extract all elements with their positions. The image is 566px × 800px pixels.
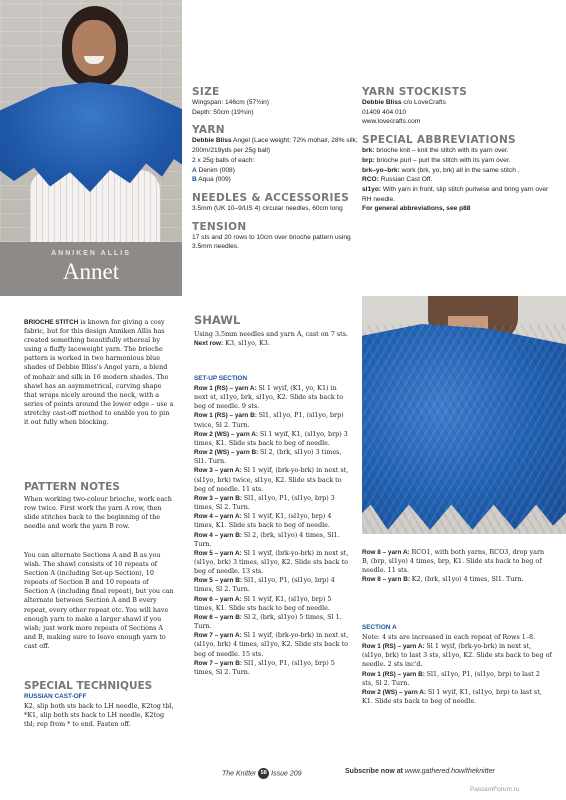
subscribe-url[interactable]: www.gathered.how/theknitter bbox=[404, 768, 495, 775]
shawl-intro bbox=[194, 330, 349, 348]
instruction-row bbox=[194, 466, 349, 493]
instruction-row bbox=[194, 411, 349, 429]
stockists-text bbox=[362, 98, 552, 127]
intro-lead: BRIOCHE STITCH bbox=[24, 319, 79, 326]
wingspan-value: 146cm (57½in) bbox=[225, 99, 269, 106]
abbrev-sl1yo-def: With yarn in front, slip stitch purlwise and bring yarn over RH needle. bbox=[362, 185, 549, 203]
instruction-row bbox=[194, 512, 349, 530]
magazine-name: The Knitter bbox=[222, 770, 257, 778]
tension-text: 17 sts and 20 rows to 10cm over brioche pattern using 3.5mm needles. bbox=[192, 233, 351, 251]
row-text: Sl 1 wyif, K1, (sl1yo, brp) 3 times, K1. Slide sts back to beg of needle. bbox=[194, 429, 348, 447]
subscribe-line bbox=[345, 768, 495, 775]
row-label: Row 2 (WS) – yarn A: bbox=[362, 688, 428, 696]
size-heading: SIZE bbox=[192, 86, 220, 98]
setup-section-heading: SET-UP SECTION bbox=[194, 375, 248, 382]
abbrev-heading: SPECIAL ABBREVIATIONS bbox=[362, 134, 516, 147]
abbrev-brkyo-def: work (brk, yo, brk) all in the same stitch . bbox=[401, 166, 520, 174]
subscribe-label: Subscribe now at bbox=[345, 768, 403, 775]
knit-texture bbox=[362, 324, 566, 534]
yarn-b-name: Aqua (009) bbox=[198, 176, 231, 184]
row-label: Row 5 – yarn A: bbox=[194, 549, 244, 557]
abbrev-brk: brk: bbox=[362, 147, 375, 155]
setup-rows bbox=[194, 384, 349, 677]
instruction-row bbox=[194, 549, 349, 576]
instruction-row bbox=[194, 613, 349, 631]
instruction-row bbox=[194, 576, 349, 594]
abbrev-brk-def: brioche knit – knit the stitch with its yarn over. bbox=[376, 147, 509, 155]
abbrev-rco-def: Russian Cast Off. bbox=[380, 176, 433, 184]
instruction-row bbox=[194, 448, 349, 466]
instruction-row bbox=[194, 430, 349, 448]
row-text: Sl 1 wyif, (brk-yo-brk) in next st, (sl1yo, brk) 4 times, sl1yo, K2. Slide sts back to beg of needle. 15 sts. bbox=[194, 631, 349, 658]
pattern-notes-heading: PATTERN NOTES bbox=[24, 481, 120, 493]
row-label: Row 8 – yarn A: bbox=[362, 549, 412, 556]
designer-name: ANNIKEN ALLIS bbox=[51, 250, 131, 257]
russian-castoff-heading: RUSSIAN CAST-OFF bbox=[24, 693, 87, 700]
instruction-row bbox=[362, 575, 552, 584]
row-label: Row 1 (RS) – yarn B: bbox=[362, 670, 427, 678]
page-number: 58 bbox=[258, 768, 269, 779]
yarn-text bbox=[192, 136, 360, 185]
row-text: Sl 2, (brk, sl1yo) 4 times, Sl1. Turn. bbox=[194, 530, 340, 548]
pattern-notes-p2: You can alternate Sections A and B as you wish. The shawl consists of 10 repeats of Section A (including Set-up Section), 10 repeats of Section B and 10 repeats of Section A (including final repeat), but you can alternate between Section A and B every repeat, every other repeat etc. You will have enough yarn to make a larger shawl if you wish; just work more repeats of Sections A and B, making sure to leave enough yarn to cast off. bbox=[24, 551, 174, 650]
row-text: K2, (brk, sl1yo) 4 times, Sl1. Turn. bbox=[411, 575, 524, 584]
abbrev-sl1yo: sl1yo: bbox=[362, 185, 382, 193]
pattern-notes-p1: When working two-colour brioche, work each row twice. First work the yarn A row, then slide stitches back to the beginning of the needle and work the yarn B row. bbox=[24, 495, 172, 531]
instruction-row bbox=[194, 595, 349, 613]
row-text: Sl1, sl1yo, P1, (sl1yo, brp) to last 2 sts, Sl 2. Turn. bbox=[362, 669, 540, 687]
row-label: Row 6 – yarn B: bbox=[194, 613, 244, 621]
row-text: RCO1, with both yarns, RCO3, drop yarn B, (brp, sl1yo) 4 times, brp, K1. Slide sts back to beg of needle. 11 sts. bbox=[362, 548, 545, 575]
section-a-heading: SECTION A bbox=[362, 624, 397, 631]
row-8-instructions bbox=[362, 548, 552, 585]
stockists-heading: YARN STOCKISTS bbox=[362, 86, 468, 98]
row-label: Row 1 (RS) – yarn B: bbox=[194, 412, 259, 420]
tension-heading: TENSION bbox=[192, 220, 247, 233]
row-text: Sl 2, (brk, sl1yo) 3 times, Sl1. Turn. bbox=[194, 448, 342, 466]
issue-number: Issue 209 bbox=[271, 770, 302, 778]
section-a-rows bbox=[362, 633, 552, 706]
row-label: Row 5 – yarn B: bbox=[194, 577, 244, 585]
row-label: Row 4 – yarn B: bbox=[194, 531, 244, 539]
russian-castoff-text: K2, slip both sts back to LH needle, K2tog tbl, *K1, slip both sts back to LH needle, K2tog tbl; rep from * to end. Fasten off. bbox=[24, 702, 174, 729]
row-text: Sl 2, (brk, sl1yo) 5 times, Sl 1. Turn. bbox=[194, 612, 342, 631]
depth-label: Depth: bbox=[192, 108, 212, 116]
row-label: Row 7 – yarn B: bbox=[194, 659, 244, 667]
next-row-label: Next row: bbox=[194, 340, 224, 348]
row-text: Sl1, sl1yo, P1, (sl1yo, brp) 3 times, Sl 2. Turn. bbox=[194, 493, 335, 512]
row-label: Row 8 – yarn B: bbox=[362, 576, 412, 584]
yarn-a-name: Denim (008) bbox=[198, 166, 235, 174]
magazine-credit bbox=[222, 768, 302, 779]
special-techniques-heading: SPECIAL TECHNIQUES bbox=[24, 680, 153, 692]
wingspan-label: Wingspan: bbox=[192, 99, 224, 106]
row-label: Row 2 (WS) – yarn A: bbox=[194, 430, 260, 438]
yarn-brand: Debbie Bliss bbox=[192, 137, 232, 145]
abbrev-rco: RCO: bbox=[362, 176, 379, 184]
yarn-a-letter: A bbox=[192, 166, 197, 174]
instruction-row bbox=[194, 494, 349, 512]
stockist-web[interactable]: www.lovecrafts.com bbox=[362, 118, 421, 126]
yarn-desc: Angel (Lace weight; 72% mohair, 28% silk; 200m/219yds per 25g ball) bbox=[192, 137, 358, 155]
row-label: Row 1 (RS) – yarn A: bbox=[362, 643, 427, 651]
info-col-right bbox=[362, 86, 552, 214]
needles-text: 3.5mm (UK 10–9/US 4) circular needles, 60cm long bbox=[192, 204, 343, 212]
next-row-text: K3, sl1yo, K3. bbox=[225, 339, 270, 348]
instruction-row bbox=[194, 531, 349, 549]
abbrev-brkyo: brk–yo–brk: bbox=[362, 166, 400, 174]
row-label: Row 3 – yarn B: bbox=[194, 494, 244, 502]
row-text: Sl 1 wyif, (K1, yo, K1) in next st, sl1yo, brk, sl1yo, K2. Slide sts back to beg of needle. 9 sts. bbox=[194, 384, 344, 411]
info-col-left bbox=[192, 86, 360, 252]
row-text: Sl 1 wyif, (brk-yo-brk) in next st, (sl1yo, brk) twice, sl1yo, K2. Slide sts back to beg of needle. 11 sts. bbox=[194, 466, 349, 493]
row-label: Row 2 (WS) – yarn B: bbox=[194, 449, 261, 457]
row-label: Row 4 – yarn A: bbox=[194, 513, 244, 521]
model-photo-top bbox=[0, 0, 182, 242]
instruction-row bbox=[194, 384, 349, 411]
row-label: Row 6 – yarn A: bbox=[194, 595, 244, 603]
section-a-note: Note: 4 sts are increased in each repeat of Rows 1–8. bbox=[362, 633, 536, 641]
row-label: Row 7 – yarn A: bbox=[194, 632, 244, 640]
instruction-row bbox=[362, 642, 552, 669]
needles-heading: NEEDLES & ACCESSORIES bbox=[192, 191, 350, 204]
shawl-intro-text: Using 3.5mm needles and yarn A, cast on 7 sts. bbox=[194, 330, 349, 338]
size-text bbox=[192, 98, 360, 117]
intro-text: is known for giving a cosy fabric, but for this design Anniken Allis has created something beautifully ethereal by using a fluffy laceweight yarn. The brioche pattern is worked in two harmonious blue shades of Debbie Bliss's Angel yarn, a blend of mohair and silk in 16 modern shades. The shawl has an asymmetrical, curving shape that wraps nicely around the neck, with a series of points around the lower edge – use a stretchy cast-off method to enable you to pin it out fully when blocking. bbox=[24, 318, 174, 427]
abbrev-brp: brp: bbox=[362, 156, 375, 164]
pattern-info bbox=[182, 78, 566, 296]
abbrev-brp-def: brioche purl – purl the stitch with its yarn over. bbox=[376, 156, 511, 164]
depth-value: 50cm (19¾in) bbox=[213, 108, 254, 116]
abbrev-general: For general abbreviations, see p88 bbox=[362, 205, 471, 213]
row-label: Row 1 (RS) – yarn A: bbox=[194, 385, 259, 392]
yarn-heading: YARN bbox=[192, 124, 225, 137]
yarn-b-letter: B bbox=[192, 176, 197, 184]
abbrev-text bbox=[362, 146, 552, 214]
row-text: Sl 1 wyif, K1, (sl1yo, brp) 4 times, K1. Slide sts back to beg of needle. bbox=[194, 512, 332, 530]
stockist-suffix: c/o LoveCrafts bbox=[403, 99, 446, 106]
row-text: Sl 1 wyif, K1, (sl1yo, brp) 5 times, K1. Slide sts back to beg of needle. bbox=[194, 594, 332, 612]
intro-paragraph bbox=[24, 318, 174, 427]
shawl-heading: SHAWL bbox=[194, 313, 241, 327]
row-text: Sl 1 wyif, K1, (sl1yo, brp) to last st, K1. Slide sts back to beg of needle. bbox=[362, 687, 542, 706]
model-face bbox=[72, 20, 116, 76]
instruction-row bbox=[362, 548, 552, 575]
watermark: PassionForum.ru bbox=[470, 786, 520, 793]
instruction-row bbox=[194, 659, 349, 677]
row-label: Row 3 – yarn A: bbox=[194, 467, 244, 475]
row-text: Sl1, sl1yo, P1, (sl1yo, brp) twice, Sl 2. Turn. bbox=[194, 411, 344, 429]
instruction-row bbox=[362, 670, 552, 688]
stockist-brand: Debbie Bliss bbox=[362, 99, 402, 106]
row-text: Sl1, sl1yo, P1, (sl1yo, brp) 4 times, Sl 2. Turn. bbox=[194, 576, 335, 594]
model-photo-right bbox=[362, 296, 566, 534]
page-footer bbox=[0, 768, 566, 782]
pattern-title: Annet bbox=[62, 259, 120, 284]
stockist-phone: 01409 404 010 bbox=[362, 108, 407, 116]
row-text: Sl1, sl1yo, P1, (sl1yo, brp) 5 times, Sl 2. Turn. bbox=[194, 658, 335, 676]
row-text: Sl 1 wyif, (brk-yo-brk) in next st, (sl1yo, brk) 3 times, sl1yo, K2. Slide sts back to beg of needle. 13 sts. bbox=[194, 548, 349, 576]
row-text: Sl 1 wyif, (brk-yo-brk) in next st, (sl1yo, brk) to last 3 sts, sl1yo, K2. Slide sts back to beg of needle. 2 sts inc'd. bbox=[362, 642, 552, 669]
instruction-row bbox=[194, 631, 349, 658]
yarn-qty: 2 x 25g balls of each: bbox=[192, 156, 255, 164]
instruction-row bbox=[362, 688, 552, 706]
